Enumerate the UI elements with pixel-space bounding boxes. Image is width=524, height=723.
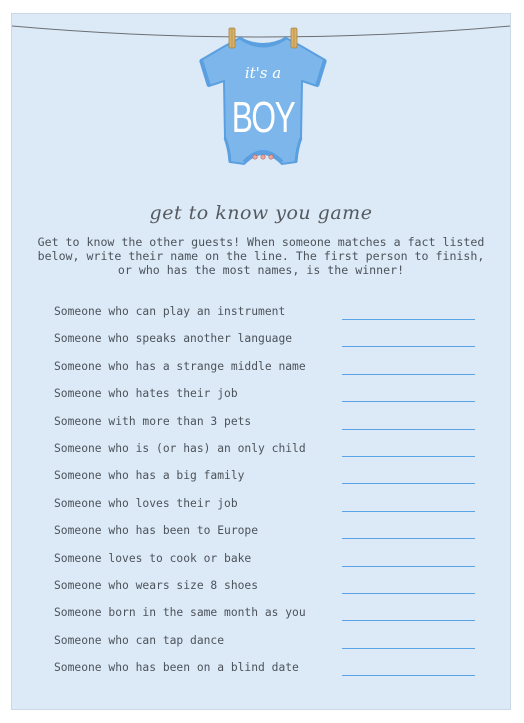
fact-label: Someone who can tap dance <box>54 633 225 647</box>
onesie-text-line2: BOY <box>231 92 295 143</box>
onesie-text-line1: it's a <box>244 64 282 82</box>
fact-label: Someone born in the same month as you <box>54 606 306 620</box>
name-answer-line[interactable] <box>342 648 475 649</box>
list-item <box>12 631 510 658</box>
name-answer-line[interactable] <box>342 456 475 457</box>
onesie-clothesline-illustration <box>12 14 510 194</box>
fact-label: Someone who has a strange middle name <box>54 359 306 373</box>
fact-label: Someone who has a big family <box>54 469 245 483</box>
list-item <box>12 302 510 329</box>
name-answer-line[interactable] <box>342 483 475 484</box>
name-answer-line[interactable] <box>342 346 475 347</box>
fact-label: Someone who speaks another language <box>54 332 293 346</box>
clothesline <box>12 26 510 37</box>
fact-label: Someone with more than 3 pets <box>54 414 252 428</box>
list-item <box>12 329 510 356</box>
fact-label: Someone who can play an instrument <box>54 305 286 318</box>
list-item <box>12 384 510 411</box>
fact-label: Someone loves to cook or bake <box>54 551 252 565</box>
list-item <box>12 521 510 548</box>
list-item <box>12 576 510 603</box>
game-card <box>12 14 510 709</box>
name-answer-line[interactable] <box>342 374 475 375</box>
list-item <box>12 658 510 685</box>
list-item <box>12 494 510 521</box>
name-answer-line[interactable] <box>342 319 475 320</box>
name-answer-line[interactable] <box>342 620 475 621</box>
list-item <box>12 603 510 630</box>
fact-label: Someone who is (or has) an only child <box>54 441 306 455</box>
list-item <box>12 549 510 576</box>
fact-label: Someone who loves their job <box>54 496 238 510</box>
fact-label: Someone who hates their job <box>54 387 238 401</box>
fact-label: Someone who has been on a blind date <box>54 661 299 675</box>
list-item <box>12 412 510 439</box>
list-item <box>12 439 510 466</box>
name-answer-line[interactable] <box>342 401 475 402</box>
name-answer-line[interactable] <box>342 566 475 567</box>
name-answer-line[interactable] <box>342 593 475 594</box>
list-item <box>12 357 510 384</box>
fact-list <box>12 302 510 685</box>
list-item <box>12 466 510 493</box>
fact-label: Someone who has been to Europe <box>54 524 259 538</box>
name-answer-line[interactable] <box>342 538 475 539</box>
name-answer-line[interactable] <box>342 429 475 430</box>
name-answer-line[interactable] <box>342 511 475 512</box>
name-answer-line[interactable] <box>342 675 475 676</box>
fact-label: Someone who wears size 8 shoes <box>54 578 259 592</box>
game-subtitle: get to know you game <box>149 202 373 224</box>
game-instructions: Get to know the other guests! When someone matches a fact listed below, write their name on the line. The first person to finish, or who has the most names, is the winner! <box>37 235 485 277</box>
